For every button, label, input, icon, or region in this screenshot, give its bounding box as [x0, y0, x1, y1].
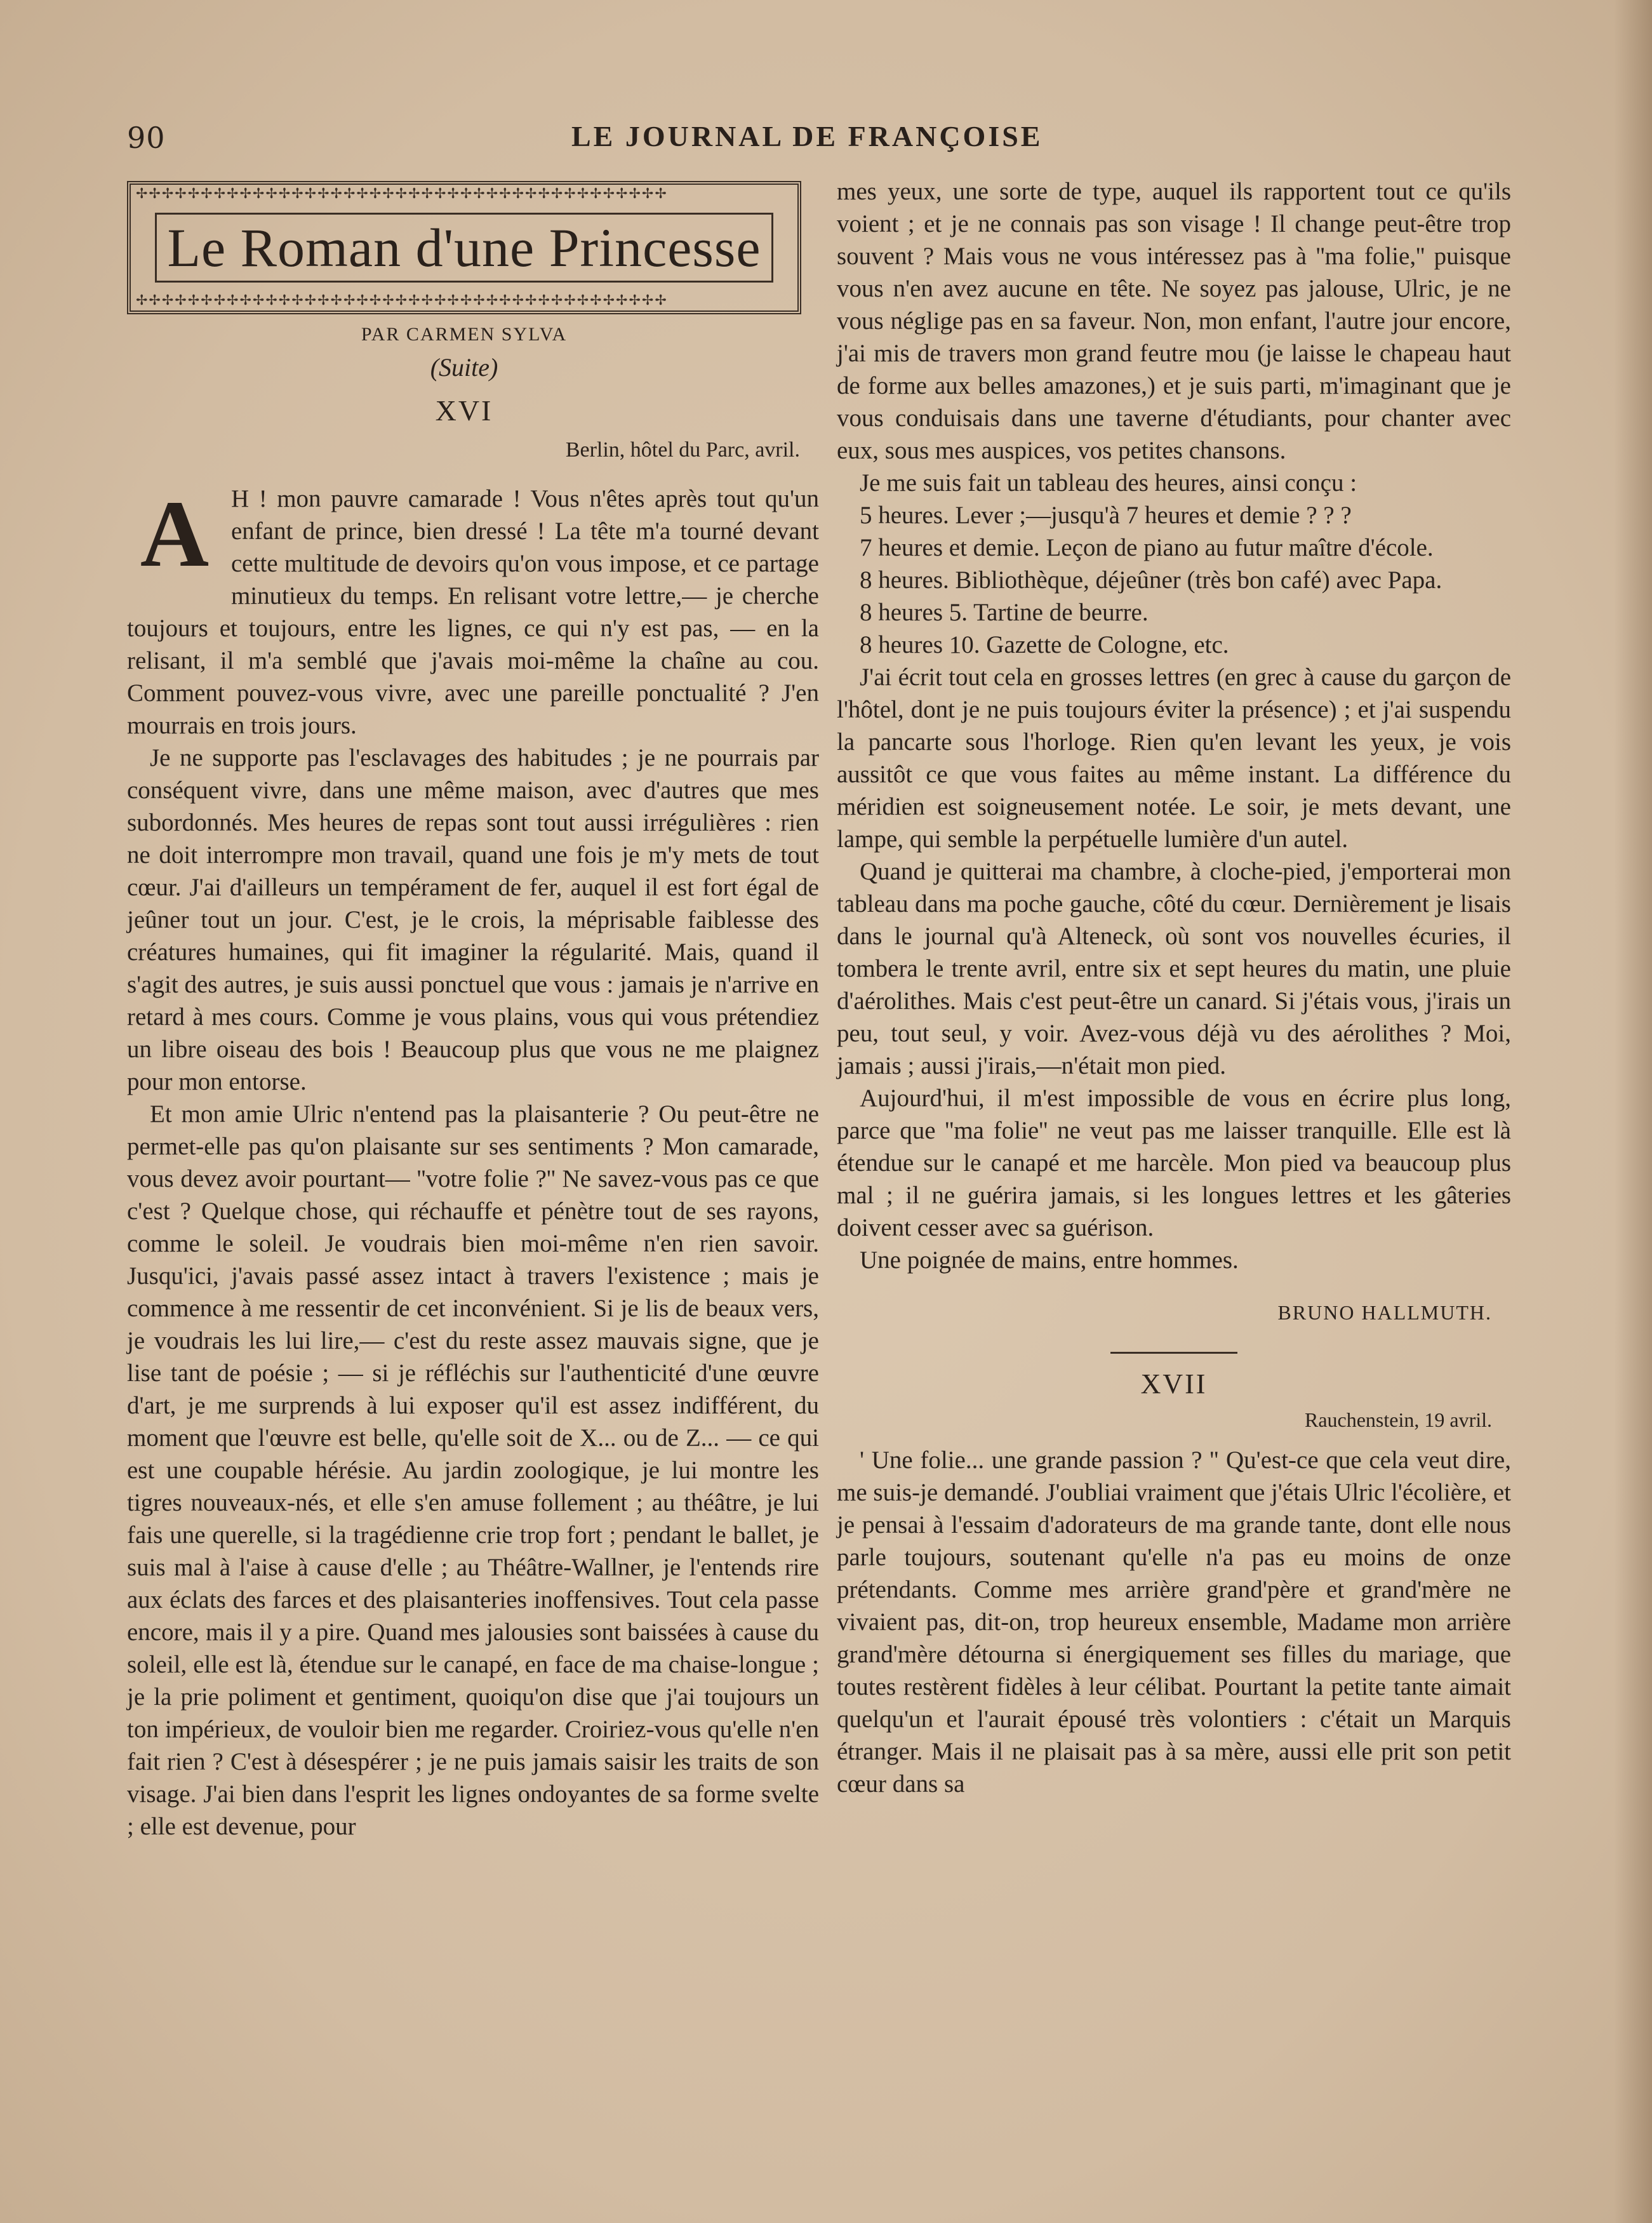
paragraph: Quand je quitterai ma chambre, à cloche-pied, j'emporterai mon tableau dans ma poche gauche, côté du cœur. Dernièrement je lisais dans le journal qu'à Alteneck, où sont vos nouvelles écuries, il tombera le trente avril, entre six et sept heures du matin, une pluie d'aérolithes. Mais c'est peut-être un canard. Si j'étais vous, j'irais un peu, tout seul, y voir. Avez-vous déjà vu des aérolithes ? Moi, jamais ; aussi j'irais,—n'était mon pied. — [837, 858, 1511, 1079]
paragraph: mes yeux, une sorte de type, auquel ils rapportent tout ce qu'ils voient ; et je ne connais pas son visage ! Il change peut-être trop souvent ? Mais vous ne vous intéressez pas à ''ma folie,'' puisque vous n'en avez aucune en tête. Ne soyez pas jalouse, Ulric, je ne vous néglige pas en sa faveur. Non, mon enfant, l'autre jour encore, j'ai mis de travers mon grand feutre mou (je laisse le chapeau haut de forme aux belles amazones,) et je suis parti, m'imaginant que je vous conduisais dans une taverne d'étudiants, pour chanter avec eux, sous mes auspices, vos petites chansons. — [837, 178, 1511, 464]
dateline-xvi: Berlin, hôtel du Parc, avril. — [565, 438, 800, 462]
dateline-xvii: Rauchenstein, 19 avril. — [1304, 1408, 1492, 1431]
byline: PAR CARMEN SYLVA — [361, 324, 568, 345]
left-column — [127, 483, 819, 1843]
ornament-border-top: ✢✢✢✢✢✢✢✢✢✢✢✢✢✢✢✢✢✢✢✢✢✢✢✢✢✢✢✢✢✢✢✢✢✢✢✢✢✢✢✢✢ — [136, 187, 668, 201]
paragraph: Et mon amie Ulric n'entend pas la plaisanterie ? Ou peut-être ne permet-elle pas qu'on plaisante sur ses sentiments ? Mon camarade, vous devez avoir pourtant— ''votre folie ?'' Ne savez-vous pas ce que c'est ? Quelque chose, qui réchauffe et pénètre tout de ses rayons, comme le soleil. Je voudrais bien moi-même n'en rien savoir. Jusqu'ici, j'avais passé assez intact à travers l'existence ; mais je commence à me ressentir de cet inconvénient. Si je lis de beaux vers, je voudrais les lui lire,— c'est du reste assez mauvais signe, que je lise tant de poésie ; — si je réfléchis sur l'authenticité d'une œuvre d'art, je me surprends à lui exposer qu'il est assez indifférent, du moment que l'œuvre est belle, qu'elle soit de X... ou de Z... — ce qui est une coupable hérésie. Au jardin zoologique, je lui montre les tigres nouveaux-nés, et elle s'en amuse follement ; au théâtre, je lui fais une querelle, si la tragédienne crie trop fort ; pendant le ballet, je suis mal à l'aise à cause d'elle ; au Théâtre-Wallner, je l'entends rire aux éclats des farces et des plaisanteries inoffensives. Tout cela passe encore, mais il y a pire. Quand mes jalousies sont baissées à cause du soleil, elle est là, étendue sur le canapé, en face de ma chaise-longue ; je la prie poliment et gentiment, quoiqu'on dise que j'ai toujours un ton impérieux, de vouloir bien me regarder. Croiriez-vous qu'elle n'en fait rien ? C'est à désespérer ; je ne puis jamais saisir les traits de son visage. J'ai bien dans l'esprit les lignes ondoyantes de sa forme svelte ; elle est devenue, pour — [127, 1100, 819, 1840]
article-title: Le Roman d'une Princesse — [167, 217, 761, 278]
schedule-entry: 8 heures 5. Tartine de beurre. — [860, 599, 1149, 626]
title-frame — [127, 181, 801, 314]
right-column — [837, 175, 1511, 1800]
title-inner-frame — [155, 213, 773, 283]
schedule-entry: 8 heures. Bibliothèque, déjeûner (très bon café) avec Papa. — [860, 566, 1442, 594]
running-head — [127, 121, 1524, 165]
signature: BRUNO HALLMUTH. — [1277, 1301, 1492, 1324]
paragraph: Une poignée de mains, entre hommes. — [860, 1246, 1239, 1274]
section-numeral-xvii: XVII — [1140, 1368, 1208, 1399]
paragraph: ' Une folie... une grande passion ? '' Qu'est-ce que cela veut dire, me suis-je demandé. J'oubliai vraiment que j'étais Ulric l'écolière, et je pensai à l'essaim d'adorateurs de ma grande tante, dont elle nous parle toujours, soutenant qu'elle n'a pas eu moins de onze prétendants. Comme mes arrière grand'père et grand'mère ne vivaient pas, dit-on, trop heureux ensemble, Madame mon arrière grand'mère détourna si énergiquement ses filles du mariage, que toutes restèrent fidèles à leur célibat. Pourtant la petite tante aimait quelqu'un et l'aurait épousé très volontiers : c'était un Marquis étranger. Mais il ne plaisait pas à sa mère, aussi elle prit son petit cœur dans sa — [837, 1446, 1511, 1798]
section-numeral-xvi: XVI — [435, 394, 493, 427]
journal-title: LE JOURNAL DE FRANÇOISE — [571, 120, 1043, 152]
section-divider — [1110, 1352, 1237, 1354]
paragraph: Aujourd'hui, il m'est impossible de vous en écrire plus long, parce que ''ma folie'' ne veut pas me laisser tranquille. Elle est là étendue sur le canapé et me harcèle. Mon pied va beaucoup plus mal ; il ne guérira jamais, si les longues lettres et les gâteries doivent cesser avec sa guérison. — [837, 1085, 1511, 1241]
schedule-entry: 8 heures 10. Gazette de Cologne, etc. — [860, 631, 1229, 658]
page-edge-shadow — [1614, 0, 1652, 2223]
ornament-border-bottom: ✢✢✢✢✢✢✢✢✢✢✢✢✢✢✢✢✢✢✢✢✢✢✢✢✢✢✢✢✢✢✢✢✢✢✢✢✢✢✢✢✢ — [136, 294, 668, 308]
paragraph: Je me suis fait un tableau des heures, ainsi conçu : — [860, 469, 1357, 497]
paragraph — [127, 483, 819, 742]
schedule-entry: 7 heures et demie. Leçon de piano au futur maître d'école. — [860, 534, 1434, 561]
suite-label: (Suite) — [430, 353, 498, 382]
page-number: 90 — [127, 121, 166, 155]
paragraph-text: H ! mon pauvre camarade ! Vous n'êtes après tout qu'un enfant de prince, bien dressé ! La tête m'a tourné devant cette multitude de devoirs qu'on vous impose, et ce partage minutieux du temps. En relisant votre lettre,— je cherche toujours et toujours, entre les lignes, ce qui n'y est pas, — en la relisant, il m'a semblé que j'avais moi-même la chaîne au cou. Comment pouvez-vous vivre, avec une pareille ponctualité ? J'en mourrais en trois jours. — [127, 485, 819, 739]
schedule-entry: 5 heures. Lever ;—jusqu'à 7 heures et demie ? ? ? — [860, 502, 1352, 529]
paragraph: Je ne supporte pas l'esclavages des habitudes ; je ne pourrais par conséquent vivre, dans une même maison, avec d'autres que mes subordonnés. Mes heures de repas sont tout aussi irrégulières : rien ne doit interrompre mon travail, quand une fois je m'y mets de tout cœur. J'ai d'ailleurs un tempérament de fer, auquel il est fort égal de jeûner tout un jour. C'est, je le crois, la méprisable faiblesse des créatures humaines, qui fit imaginer la régularité. Mais, quand il s'agit des autres, je suis aussi ponctuel que vous : jamais je n'arrive en retard à mes cours. Comme je vous plains, vous qui vous prétendiez un libre oiseau des bois ! Beaucoup plus que vous ne me plaignez pour mon entorse. — [127, 744, 819, 1095]
drop-cap: A — [140, 481, 210, 587]
paragraph: J'ai écrit tout cela en grosses lettres (en grec à cause du garçon de l'hôtel, dont je ne puis toujours éviter la présence) ; et j'ai suspendu la pancarte sous l'horloge. Rien qu'en levant les yeux, je vois aussitôt ce que vous faites au même instant. La différence du méridien est soigneusement notée. Le soir, je mets devant, une lampe, qui semble la perpétuelle lumière d'un autel. — [837, 664, 1511, 853]
